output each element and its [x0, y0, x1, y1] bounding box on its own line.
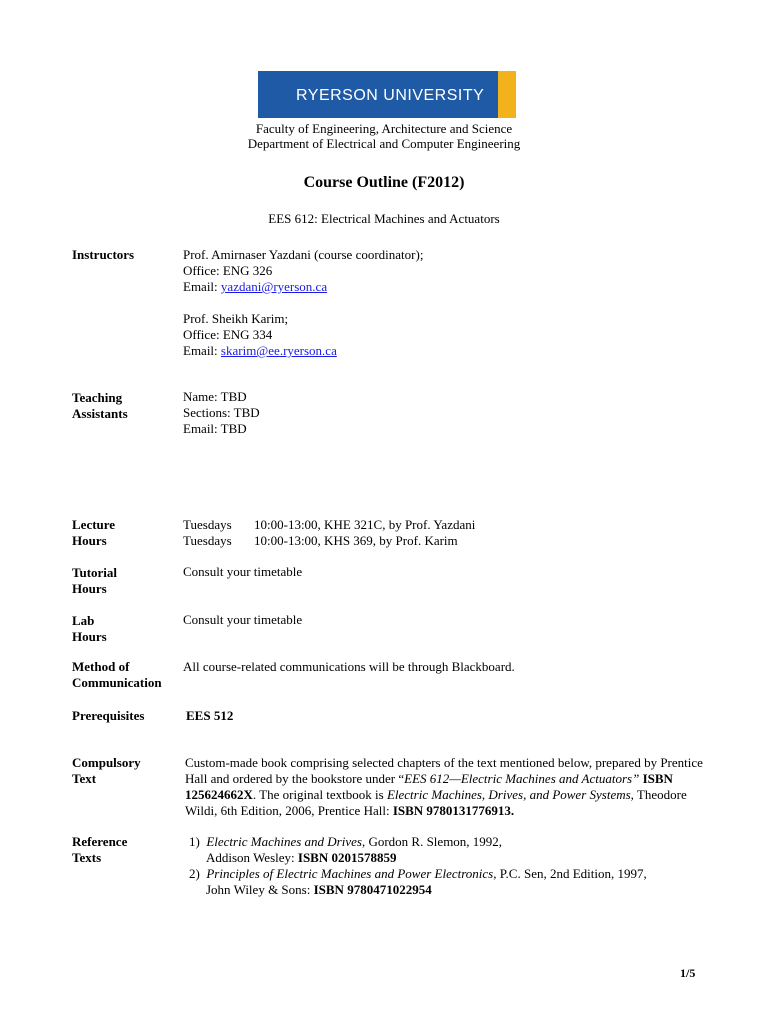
- tutorial-label-line1: Tutorial: [72, 565, 118, 580]
- reference-number: 1): [189, 834, 200, 849]
- communication-label: [72, 659, 177, 691]
- reference-2-line1: [189, 866, 647, 882]
- lecture-detail: 10:00-13:00, KHS 369, by Prof. Karim: [254, 533, 458, 548]
- lecture-day: Tuesdays: [183, 517, 232, 532]
- reference-publisher: Addison Wesley:: [206, 850, 298, 865]
- compulsory-text-title: EES 612—Electric Machines and Actuators”: [404, 771, 640, 786]
- ta-label-line2: Assistants: [72, 406, 128, 421]
- communication-label-line2: Communication: [72, 675, 162, 690]
- reference-label: [72, 834, 177, 866]
- prerequisites-label: Prerequisites: [72, 708, 145, 723]
- course-name: EES 612: Electrical Machines and Actuators: [268, 211, 500, 226]
- instructor1-email-link[interactable]: yazdani@ryerson.ca: [220, 279, 328, 294]
- reference-2-line2: [206, 882, 432, 898]
- lecture-label: [72, 517, 177, 549]
- reference-label-line1: Reference: [72, 834, 128, 849]
- compulsory-text-part: Custom-made book comprising selected chapters of the text mentioned below, prepared by Prentice Hall and ordered by the bookstore under “: [185, 755, 703, 786]
- instructor2-office: Office: ENG 334: [183, 327, 273, 342]
- compulsory-text: [185, 755, 705, 819]
- compulsory-text-part: . The original textbook is: [252, 787, 387, 802]
- instructor1-office: Office: ENG 326: [183, 263, 273, 278]
- reference-publisher: John Wiley & Sons:: [206, 882, 314, 897]
- compulsory-text-part: , Theodore Wildi, 6th Edition, 2006, Prentice Hall:: [185, 787, 687, 818]
- original-textbook-isbn: ISBN 9780131776913.: [392, 803, 515, 818]
- prerequisites-value: EES 512: [186, 708, 234, 723]
- logo-gold-stripe: [498, 71, 516, 118]
- lecture-day: Tuesdays: [183, 533, 232, 548]
- lecture-label-line1: Lecture: [72, 517, 116, 532]
- lecture-label-line2: Hours: [72, 533, 107, 548]
- reference-title: Principles of Electric Machines and Power Electronics: [206, 866, 494, 881]
- ryerson-logo: [258, 71, 516, 118]
- lab-label-line1: Lab: [72, 613, 95, 628]
- communication-label-line1: Method of: [72, 659, 130, 674]
- instructor1-email-line: [183, 279, 327, 295]
- lecture-detail: 10:00-13:00, KHE 321C, by Prof. Yazdani: [254, 517, 476, 532]
- page-title: Course Outline (F2012): [303, 174, 465, 191]
- lecture-row: [183, 517, 475, 533]
- reference-isbn: ISBN 0201578859: [297, 850, 397, 865]
- lecture-row: [183, 533, 458, 549]
- faculty-line: Faculty of Engineering, Architecture and Science: [255, 121, 513, 136]
- lab-value: Consult your timetable: [183, 612, 303, 627]
- compulsory-isbn: ISBN 125624662X: [185, 771, 673, 802]
- compulsory-label-line1: Compulsory: [72, 755, 141, 770]
- instructor1-name: Prof. Amirnaser Yazdani (course coordinator);: [183, 247, 424, 262]
- ta-name: Name: TBD: [183, 389, 247, 404]
- reference-number: 2): [189, 866, 200, 881]
- instructor2-email-line: [183, 343, 337, 359]
- tutorial-label-line2: Hours: [72, 581, 107, 596]
- compulsory-label-line2: Text: [72, 771, 97, 786]
- page-number: 1/5: [680, 966, 696, 980]
- department-line: Department of Electrical and Computer Engineering: [247, 136, 521, 151]
- reference-1-line1: [189, 834, 502, 850]
- logo-text: RYERSON UNIVERSITY: [296, 87, 485, 104]
- email-prefix: Email:: [183, 279, 221, 294]
- email-prefix: Email:: [183, 343, 221, 358]
- reference-details: , Gordon R. Slemon, 1992,: [361, 834, 503, 849]
- lab-label: [72, 613, 177, 645]
- reference-label-line2: Texts: [72, 850, 102, 865]
- instructor2-email-link[interactable]: skarim@ee.ryerson.ca: [220, 343, 337, 358]
- communication-value: All course-related communications will be through Blackboard.: [183, 659, 515, 674]
- lab-label-line2: Hours: [72, 629, 107, 644]
- instructors-label: Instructors: [72, 247, 135, 262]
- tutorial-label: [72, 565, 177, 597]
- reference-isbn: ISBN 9780471022954: [313, 882, 432, 897]
- reference-details: , P.C. Sen, 2nd Edition, 1997,: [493, 866, 647, 881]
- reference-1-line2: [206, 850, 397, 866]
- ta-sections: Sections: TBD: [183, 405, 260, 420]
- ta-email: Email: TBD: [183, 421, 247, 436]
- tutorial-value: Consult your timetable: [183, 564, 303, 579]
- instructor2-name: Prof. Sheikh Karim;: [183, 311, 289, 326]
- ta-label-line1: Teaching: [72, 390, 123, 405]
- compulsory-label: [72, 755, 177, 787]
- ta-label: [72, 390, 177, 422]
- reference-title: Electric Machines and Drives: [206, 834, 362, 849]
- original-textbook-title: Electric Machines, Drives, and Power Systems: [386, 787, 631, 802]
